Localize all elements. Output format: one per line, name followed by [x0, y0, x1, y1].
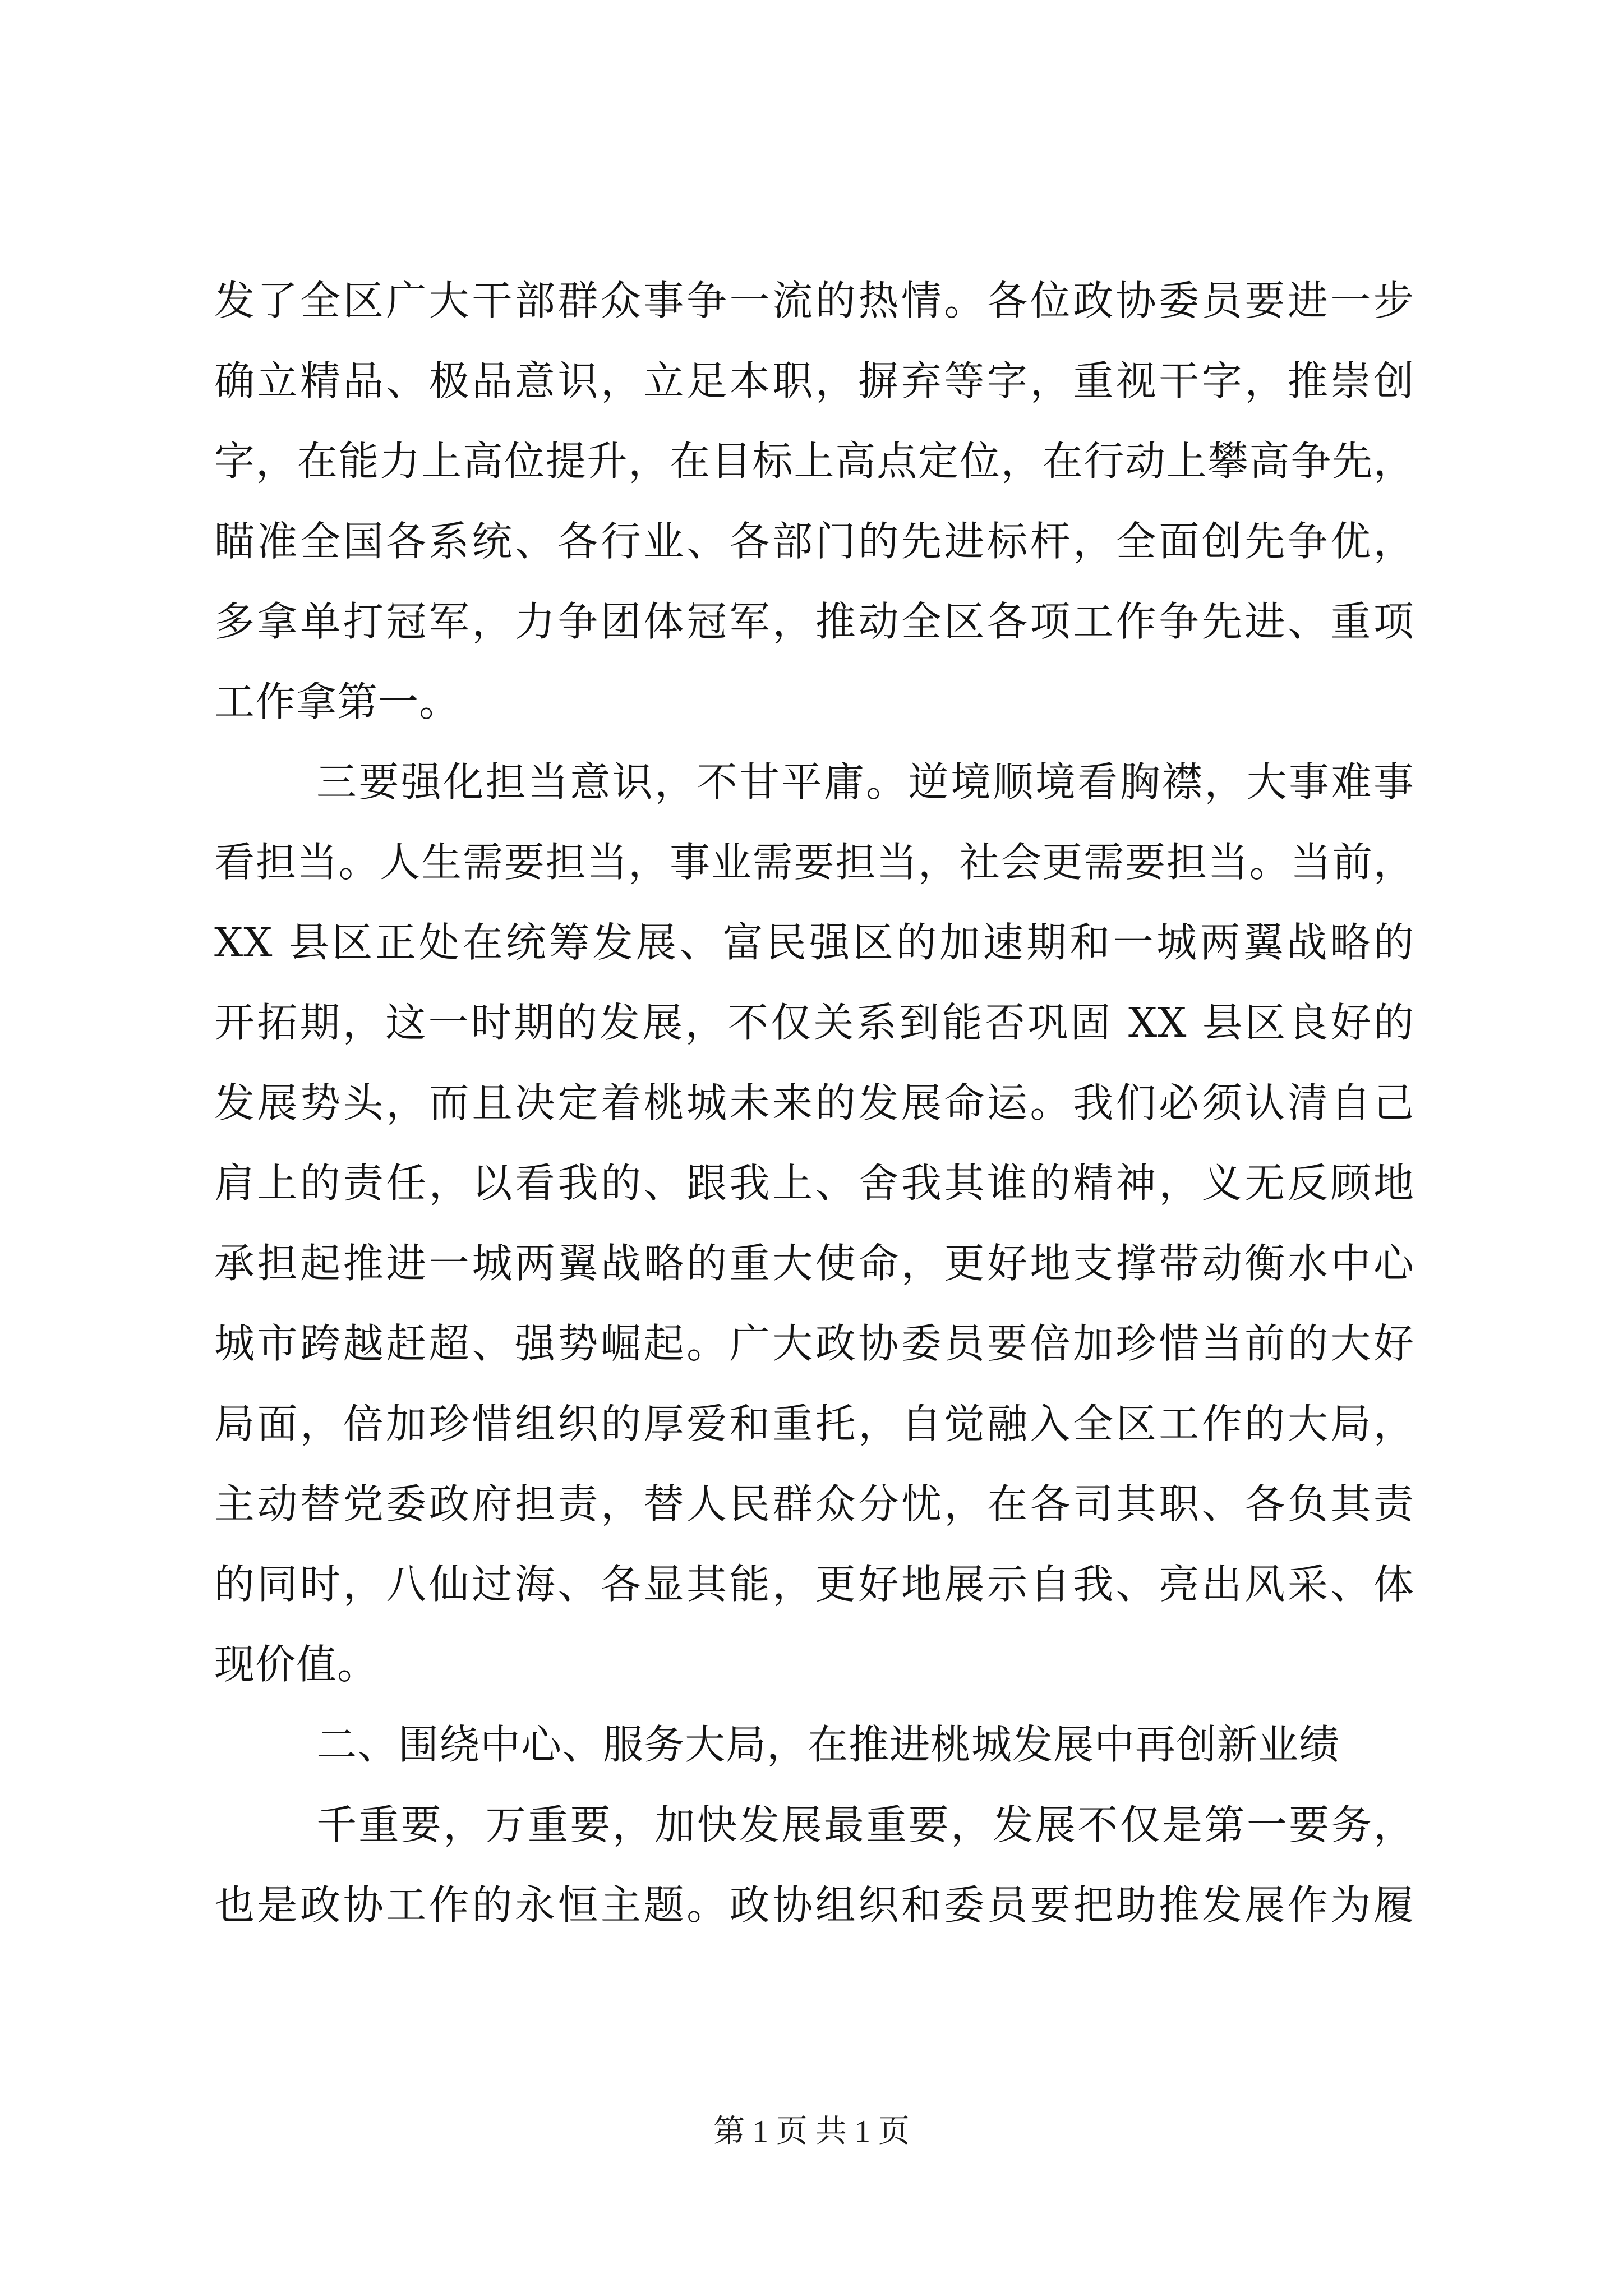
text-line: 的同时，八仙过海、各显其能，更好地展示自我、亮出风采、体: [214, 1561, 1414, 1608]
text-line: 瞄准全国各系统、各行业、各部门的先进标杆，全面创先争优，: [214, 518, 1414, 565]
text-line: 现价值。: [214, 1641, 379, 1688]
text-line: 二、围绕中心、服务大局，在推进桃城发展中再创新业绩: [316, 1721, 1340, 1768]
text-line: 发了全区广大干部群众事争一流的热情。各位政协委员要进一步: [214, 277, 1414, 324]
text-line: 城市跨越赶超、强势崛起。广大政协委员要倍加珍惜当前的大好: [214, 1320, 1414, 1367]
document-body: [214, 261, 1414, 1945]
text-line: 工作拿第一。: [214, 678, 460, 725]
text-line: 肩上的责任，以看我的、跟我上、舍我其谁的精神，义无反顾地: [214, 1159, 1414, 1207]
text-line: 多拿单打冠军，力争团体冠军，推动全区各项工作争先进、重项: [214, 598, 1414, 645]
page-number-footer: 第 1 页 共 1 页: [713, 2114, 910, 2149]
text-line: 确立精品、极品意识，立足本职，摒弃等字，重视干字，推崇创: [214, 357, 1414, 404]
text-line: 也是政协工作的永恒主题。政协组织和委员要把助推发展作为履: [214, 1881, 1414, 1929]
text-line: XX 县区正处在统筹发展、富民强区的加速期和一城两翼战略的: [214, 919, 1414, 966]
text-line: 发展势头，而且决定着桃城未来的发展命运。我们必须认清自己: [214, 1079, 1414, 1126]
text-line: 主动替党委政府担责，替人民群众分忧，在各司其职、各负其责: [214, 1480, 1414, 1527]
text-line: 字，在能力上高位提升，在目标上高点定位，在行动上攀高争先，: [214, 438, 1414, 485]
text-line: 承担起推进一城两翼战略的重大使命，更好地支撑带动衡水中心: [214, 1240, 1414, 1287]
text-line: 三要强化担当意识，不甘平庸。逆境顺境看胸襟，大事难事: [316, 758, 1414, 806]
text-line: 局面，倍加珍惜组织的厚爱和重托，自觉融入全区工作的大局，: [214, 1400, 1414, 1447]
text-line: 开拓期，这一时期的发展，不仅关系到能否巩固 XX 县区良好的: [214, 999, 1414, 1046]
text-line: 千重要，万重要，加快发展最重要，发展不仅是第一要务，: [316, 1801, 1414, 1848]
text-line: 看担当。人生需要担当，事业需要担当，社会更需要担当。当前，: [214, 839, 1414, 886]
